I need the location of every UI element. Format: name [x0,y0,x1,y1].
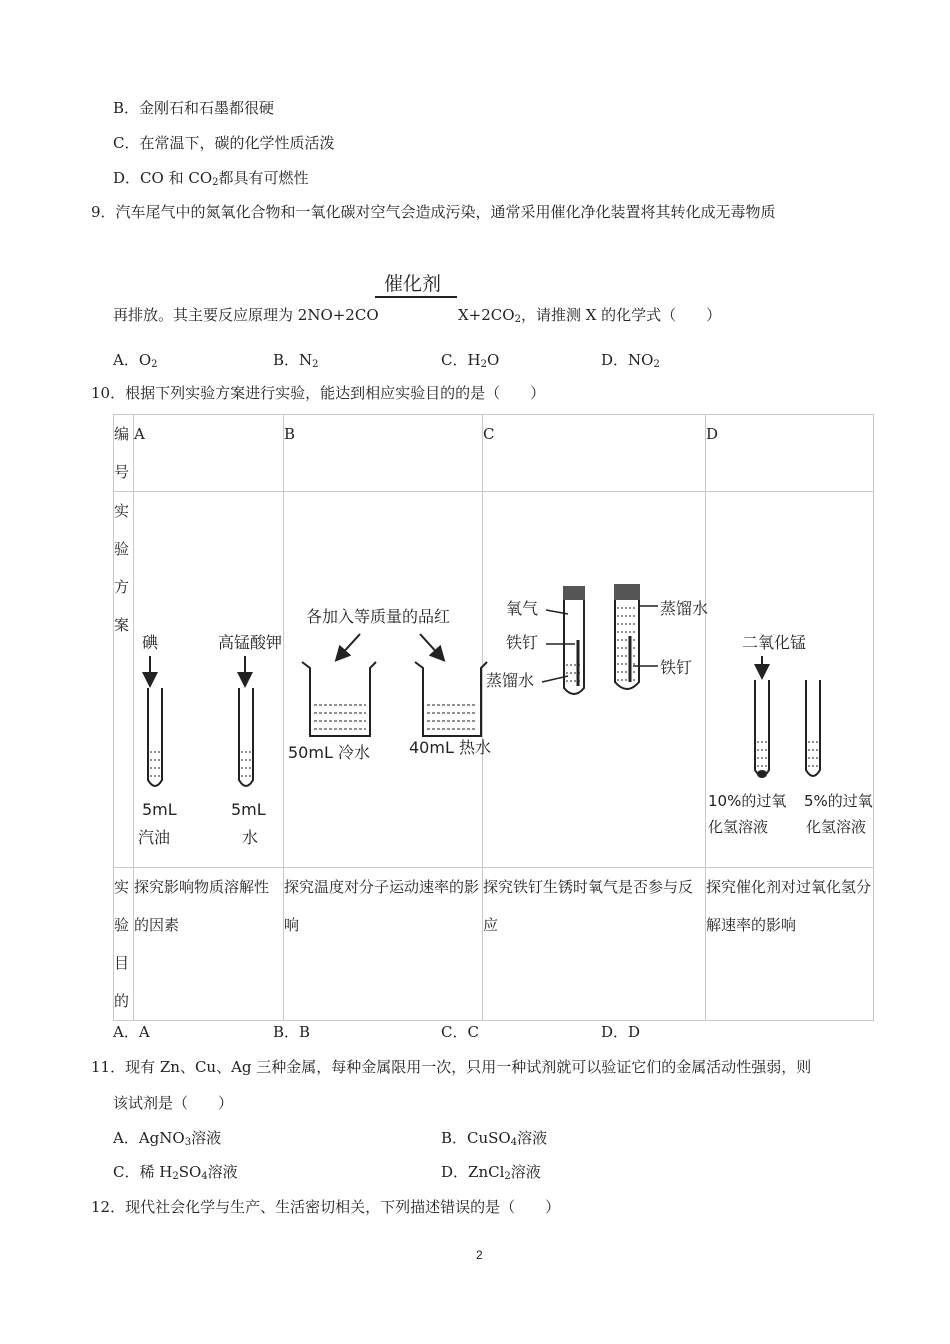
fig-d-right-label2: 化氢溶液 [806,818,867,836]
q9-stem-line2: 再排放。其主要反应原理为 2NO+2CO [113,306,379,324]
fig-d-tube-right [806,680,820,776]
fig-b-top-label: 各加入等质量的品红 [306,607,451,626]
fig-a-tube-left [148,688,162,786]
goal-a: 探究影响物质溶解性的因素 [134,868,284,1021]
fig-d-tube-left [755,680,769,776]
q10-stem: 10．根据下列实验方案进行实验，能达到相应实验目的的是（ ） [91,384,546,402]
fig-b-right-label: 40mL 热水 [409,738,491,757]
page-number: 2 [476,1248,483,1262]
fig-a-left-solvent: 汽油 [138,828,171,847]
q11-stem-line1: 11．现有 Zn、Cu、Ag 三种金属，每种金属限用一次，只用一种试剂就可以验证它们的金属活动性强弱，则 [91,1058,812,1076]
fig-c-stopper-left [563,586,585,600]
q8-option-b: B．金刚石和石墨都很硬 [113,99,275,117]
row-label-number: 编 号 [114,415,134,492]
fig-b-arrow-left [340,634,360,656]
fig-c-nail2-label: 铁钉 [660,658,693,677]
fig-a-liquid-left [150,752,160,776]
fig-d-left-label2: 化氢溶液 [708,818,769,836]
figure-c [486,584,708,694]
fig-c-tube-right [615,600,639,689]
q8-option-c: C．在常温下，碳的化学性质活泼 [113,134,335,152]
q9-option-d: D．$NO_2$ [601,351,660,370]
header-b: B [284,415,483,492]
fig-c-water-right [617,608,637,680]
q11-option-b: B．CuSO$_4$溶液 [441,1129,548,1148]
fig-d-liquid-right [808,742,818,766]
row-label-goal: 实 验 目 的 [114,868,134,1021]
row-label-plan: 实 验 方 案 [114,492,134,868]
q10-option-b: B．B [273,1023,311,1041]
header-a: A [134,415,284,492]
figure-b [288,607,491,762]
fig-b-water-right [427,705,477,729]
figure-a [138,633,282,847]
q9-stem-line2-right: $X+2CO_2$，请推测 X 的化学式（ ） [458,306,722,325]
fig-c-stopper-right [614,584,640,600]
fig-a-right-vol: 5mL [231,800,266,819]
fig-d-top-label: 二氧化锰 [742,633,807,652]
figure-d [708,633,873,836]
fig-a-iodine-label: 碘 [142,633,159,652]
fig-b-beaker-left [302,662,376,736]
q8-option-d: D．CO 和 $CO_2$都具有可燃性 [113,169,309,188]
fig-b-left-label: 50mL 冷水 [288,743,370,762]
fig-a-liquid-right [241,752,251,776]
q9-option-c: C．$H_2O$ [441,351,500,370]
fig-d-left-label1: 10%的过氧 [708,792,787,810]
q10-option-c: C．C [441,1023,479,1041]
q9-stem-line1: 9．汽车尾气中的氮氧化合物和一氧化碳对空气会造成污染，通常采用催化净化装置将其转化成无毒物质 [91,203,776,221]
goal-d: 探究催化剂对过氧化氢分解速率的影响 [706,868,874,1021]
fig-a-kmno4-label: 高锰酸钾 [218,633,283,652]
q12-stem: 12．现代社会化学与生产、生活密切相关，下列描述错误的是（ ） [91,1198,561,1216]
fig-c-oxygen-label: 氧气 [506,599,539,618]
fig-d-liquid-left [757,742,767,766]
catalyst-label: 催化剂 [384,273,442,295]
fig-a-left-vol: 5mL [142,800,177,819]
fig-b-beaker-right [415,662,487,736]
q11-option-a: A．AgNO$_3$溶液 [113,1129,222,1148]
fig-d-right-label1: 5%的过氧 [804,792,873,810]
q10-option-a: A．A [113,1023,150,1041]
header-c: C [483,415,706,492]
fig-c-water2-label: 蒸馏水 [660,599,709,618]
goal-c: 探究铁钉生锈时氧气是否参与反应 [483,868,706,1021]
q11-stem-line2: 该试剂是（ ） [113,1094,234,1112]
q9-option-b: B．$N_2$ [273,351,319,370]
fig-c-water-left [566,665,582,681]
fig-b-water-left [314,705,366,729]
q10-option-d: D．D [601,1023,641,1041]
fig-b-arrow-right [420,634,440,656]
q11-option-d: D．ZnCl$_2$溶液 [441,1163,541,1182]
fig-a-tube-right [239,688,253,786]
goal-b: 探究温度对分子运动速率的影响 [284,868,483,1021]
fig-d-mno2 [757,770,767,778]
q9-option-a: A．$O_2$ [113,351,158,370]
fig-a-right-solvent: 水 [242,828,259,847]
fig-c-nail1-label: 铁钉 [506,633,539,652]
header-d: D [706,415,874,492]
q11-option-c: C．稀 $H_2SO_4$溶液 [113,1163,238,1182]
fig-c-water1-label: 蒸馏水 [486,671,535,690]
